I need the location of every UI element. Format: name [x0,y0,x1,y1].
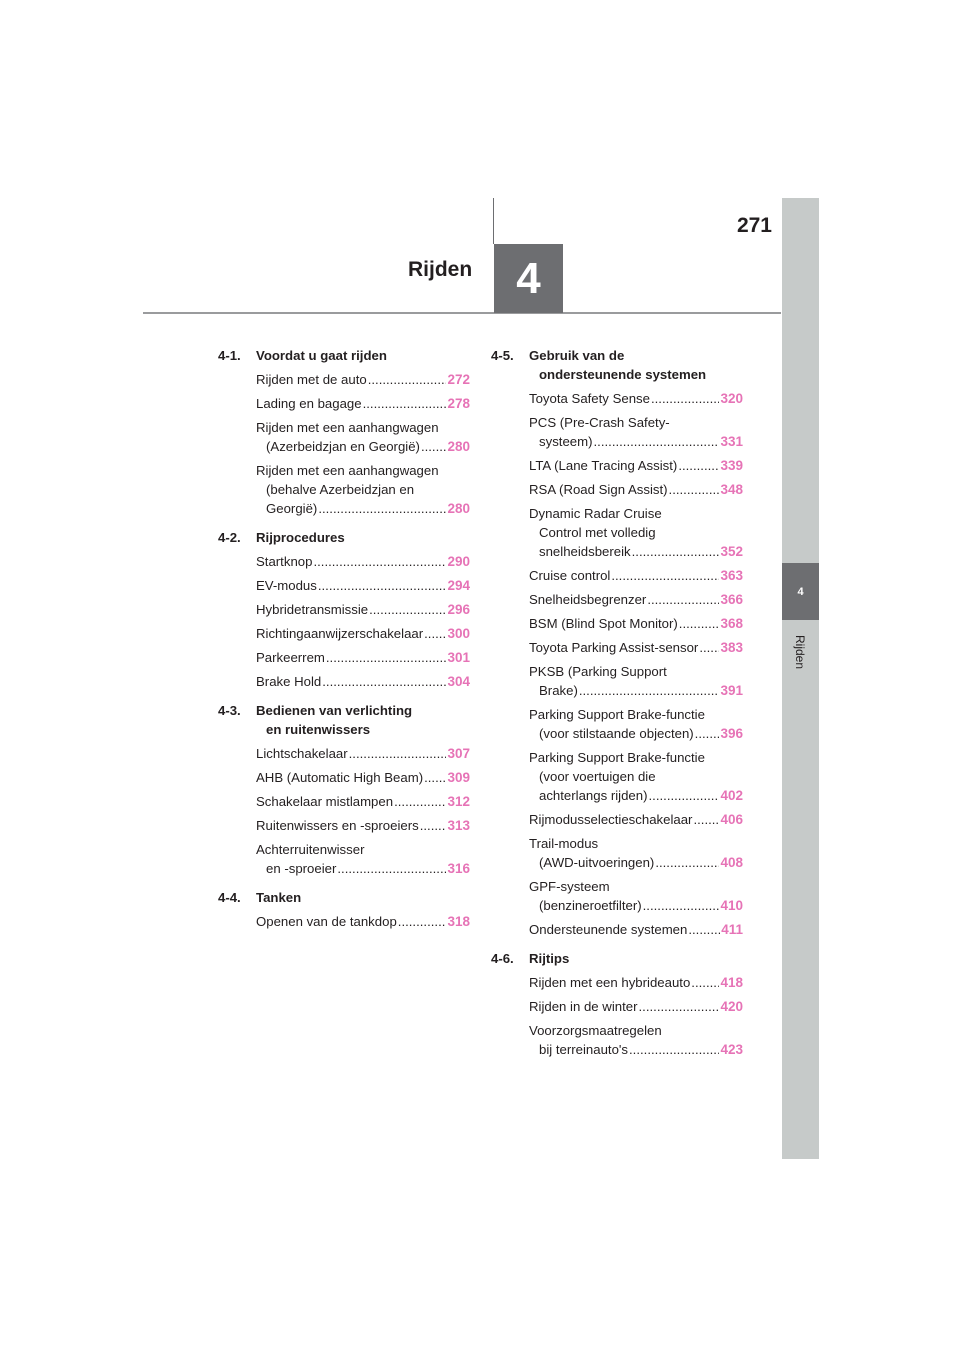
dot-leader [337,859,446,878]
dot-leader [611,566,719,585]
dot-leader [632,542,720,561]
toc-entry[interactable] [491,413,743,451]
toc-entry-line [529,590,743,609]
dot-leader [655,853,719,872]
toc-entry-text: Openen van de tankdop [256,914,397,929]
dot-leader [693,810,719,829]
toc-entry-text: EV-modus [256,578,317,593]
toc-entry-text: BSM (Blind Spot Monitor) [529,616,678,631]
dot-leader [363,394,447,413]
toc-entry-line [529,724,743,743]
toc-entry-line [256,768,470,787]
toc-entry[interactable] [491,748,743,805]
toc-entry-text: LTA (Lane Tracing Assist) [529,458,678,473]
dot-leader [699,638,719,657]
toc-entry[interactable] [491,389,743,408]
toc-entry-text: Rijden met een aanhangwagen [256,420,439,435]
toc-entry[interactable] [491,810,743,829]
dot-leader [639,997,720,1016]
toc-entry-line [256,499,470,518]
toc-entry-line [529,614,743,633]
page-link[interactable]: 363 [720,568,743,583]
toc-entry-line [256,576,470,595]
toc-column-right [491,346,743,1069]
toc-section-title-line: Rijprocedures [256,530,345,545]
page-link[interactable]: 402 [720,788,743,803]
toc-entry-text: Toyota Safety Sense [529,391,650,406]
toc-entry[interactable] [218,912,470,931]
toc-section-number: 4-3. [218,703,241,718]
toc-entry[interactable] [491,997,743,1016]
chapter-number-box: 4 [494,244,563,313]
toc-entry-line [529,896,743,915]
section-gap [218,936,470,941]
toc-section-title-line: Rijtips [529,951,570,966]
toc-entry[interactable] [491,877,743,915]
toc-entry-line [256,672,470,691]
page-link[interactable]: 280 [447,501,470,516]
toc-entry-text: Richtingaanwijzerschakelaar [256,626,424,641]
toc-section-number: 4-5. [491,348,514,363]
toc-section-number: 4-1. [218,348,241,363]
toc-entry[interactable] [491,973,743,992]
toc-entry-text: Georgië) [266,501,318,516]
toc-entry-text: Rijden met een hybrideauto [529,975,691,990]
page-link[interactable]: 316 [447,861,470,876]
dot-leader [651,389,720,408]
toc-entry-text: PKSB (Parking Support [529,664,667,679]
page-link[interactable]: 408 [720,855,743,870]
toc-entry-line [529,973,743,992]
dot-leader [649,786,720,805]
toc-entry-line [256,370,470,389]
dot-leader [424,624,446,643]
toc-entry-text: Control met volledig [539,525,656,540]
page-link[interactable]: 320 [720,391,743,406]
toc-entry[interactable] [218,672,470,691]
toc-entry-text: Brake Hold [256,674,322,689]
toc-entry[interactable] [491,504,743,561]
toc-entry[interactable] [218,370,470,389]
toc-section-title [256,346,470,365]
page-link[interactable]: 294 [447,578,470,593]
dot-leader [349,744,447,763]
page-link[interactable]: 420 [720,999,743,1014]
toc-entry-text: systeem) [539,434,593,449]
toc-section-title-line: Bedienen van verlichting [256,703,413,718]
dot-leader [678,456,719,475]
toc-entry-text: Schakelaar mistlampen [256,794,394,809]
dot-leader [695,724,720,743]
page-number: 271 [736,214,772,237]
toc-entry[interactable] [218,648,470,667]
toc-entry-text: (AWD-uitvoeringen) [539,855,655,870]
dot-leader [691,973,719,992]
toc-entry-text: Ondersteunende systemen [529,922,688,937]
toc-section-title-line: en ruitenwissers [266,722,371,737]
page-link[interactable]: 296 [447,602,470,617]
toc-entry-text: snelheidsbereik [539,544,631,559]
page-link[interactable]: 411 [721,922,743,937]
page-link[interactable]: 423 [720,1042,743,1057]
toc-entry-text: Lichtschakelaar [256,746,348,761]
toc-entry[interactable] [218,576,470,595]
toc-entry-line [529,638,743,657]
toc-entry-line [256,816,470,835]
toc-entry-text: en -sproeier [266,861,337,876]
page-link[interactable]: 280 [447,439,470,454]
toc-section-title [529,949,743,968]
toc-entry-line [529,480,743,499]
dot-leader [688,920,720,939]
toc-entry-line [256,624,470,643]
page-link[interactable]: 312 [447,794,470,809]
toc-entry-text: Rijmodusselectieschakelaar [529,812,693,827]
dot-leader [398,912,447,931]
dot-leader [313,552,446,571]
toc-entry-text: Trail-modus [529,836,599,851]
page-link[interactable]: 348 [720,482,743,497]
toc-entry-line [529,786,743,805]
page-link[interactable]: 307 [447,746,470,761]
toc-section-title [529,346,743,384]
toc-entry-line [256,792,470,811]
toc-entry-line [529,456,743,475]
page-link[interactable]: 366 [720,592,743,607]
page-link[interactable]: 331 [720,434,743,449]
toc-entry-text: Parkeerrem [256,650,325,665]
toc-entry-line [256,648,470,667]
dot-leader [579,681,720,700]
toc-entry[interactable] [218,792,470,811]
toc-entry[interactable] [491,480,743,499]
page-link[interactable]: 272 [447,372,470,387]
toc-section-title [256,888,470,907]
toc-section-title [256,528,470,547]
toc-entry-text: (voor voertuigen die [539,769,656,784]
section-gap [491,1064,743,1069]
toc-entry[interactable] [491,834,743,872]
toc-entry-text: Dynamic Radar Cruise [529,506,662,521]
page-link[interactable]: 304 [447,674,470,689]
toc-section-title-line: Gebruik van de [529,348,625,363]
toc-entry-line [256,552,470,571]
toc-entry-text: achterlangs rijden) [539,788,648,803]
toc-entry-line [256,394,470,413]
toc-entry-text: Toyota Parking Assist-sensor [529,640,699,655]
toc-entry-text: Rijden in de winter [529,999,638,1014]
header-divider [143,312,781,314]
toc-entry[interactable] [491,662,743,700]
toc-section-title-line: Tanken [256,890,302,905]
page-link[interactable]: 278 [447,396,470,411]
toc-entry[interactable] [218,394,470,413]
toc-section-heading [491,949,743,968]
dot-leader [420,816,447,835]
toc-section-title-line: ondersteunende systemen [539,367,707,382]
toc-entry[interactable] [218,600,470,619]
chapter-title: Rijden [408,258,473,281]
toc-section-heading [218,888,470,907]
toc-section-heading [218,701,470,739]
toc-entry-line [256,859,470,878]
toc-entry-line [529,432,743,451]
page-link[interactable]: 410 [720,898,743,913]
toc-entry-text: (behalve Azerbeidzjan en [266,482,415,497]
toc-entry[interactable] [491,614,743,633]
toc-entry[interactable] [491,456,743,475]
page-link[interactable]: 339 [720,458,743,473]
page-link[interactable]: 396 [720,726,743,741]
toc-entry-text: Voorzorgsmaatregelen [529,1023,662,1038]
page-link[interactable]: 313 [447,818,470,833]
toc-entry-text: PCS (Pre-Crash Safety- [529,415,670,430]
toc-entry[interactable] [218,461,470,518]
toc-entry-text: Snelheidsbegrenzer [529,592,647,607]
toc-entry-text: Parking Support Brake-functie [529,750,705,765]
toc-section-title [256,701,470,739]
page-link[interactable]: 406 [720,812,743,827]
page-link[interactable]: 309 [447,770,470,785]
dot-leader [594,432,720,451]
toc-section-heading [218,528,470,547]
toc-entry-text: (voor stilstaande objecten) [539,726,694,741]
toc-entry[interactable] [218,744,470,763]
toc-entry[interactable] [218,624,470,643]
page-link[interactable]: 290 [447,554,470,569]
toc-entry[interactable] [218,768,470,787]
toc-entry-text: (benzineroetfilter) [539,898,642,913]
dot-leader [368,370,447,389]
dot-leader [679,614,720,633]
toc-section-heading [491,346,743,384]
toc-entry-line [529,389,743,408]
dot-leader [643,896,720,915]
toc-entry[interactable] [218,840,470,878]
toc-entry[interactable] [491,590,743,609]
toc-entry-line [256,744,470,763]
toc-entry-line [529,566,743,585]
toc-section-number: 4-4. [218,890,241,905]
toc-entry-line [256,912,470,931]
page-link[interactable]: 318 [447,914,470,929]
toc-entry-text: Rijden met de auto [256,372,367,387]
toc-section-heading [218,346,470,365]
page-link[interactable]: 352 [720,544,743,559]
page-link[interactable]: 368 [720,616,743,631]
toc-entry-line [529,920,743,939]
dot-leader [318,499,446,518]
dot-leader [669,480,720,499]
toc-section-number: 4-2. [218,530,241,545]
side-tab-label [782,622,819,682]
toc-entry-text: (Azerbeidzjan en Georgië) [266,439,420,454]
toc-entry-text: GPF-systeem [529,879,610,894]
toc-entry-text: Cruise control [529,568,611,583]
side-tab-label-text: Rijden [793,634,808,670]
page-link[interactable]: 418 [720,975,743,990]
toc-entry-text: RSA (Road Sign Assist) [529,482,668,497]
toc-section-title-line: Voordat u gaat rijden [256,348,387,363]
dot-leader [369,600,446,619]
dot-leader [318,576,447,595]
page-link[interactable]: 391 [720,683,743,698]
toc-entry-text: Rijden met een aanhangwagen [256,463,439,478]
header-divider-vertical [493,198,494,244]
side-tab-chapter[interactable]: 4 [782,563,819,620]
dot-leader [629,1040,719,1059]
toc-section-number: 4-6. [491,951,514,966]
toc-entry[interactable] [491,638,743,657]
toc-entry-line [529,810,743,829]
toc-entry-text: Lading en bagage [256,396,362,411]
toc-entry[interactable] [491,1021,743,1059]
toc-entry-text: Achterruitenwisser [256,842,365,857]
toc-entry-line [529,681,743,700]
toc-entry-text: Parking Support Brake-functie [529,707,705,722]
toc-entry[interactable] [491,920,743,939]
toc-entry[interactable] [491,705,743,743]
toc-column-left [218,346,470,941]
dot-leader [326,648,447,667]
toc-entry-text: Ruitenwissers en -sproeiers [256,818,419,833]
dot-leader [394,792,446,811]
toc-entry[interactable] [218,552,470,571]
dot-leader [647,590,719,609]
page-link[interactable]: 383 [720,640,743,655]
toc-entry[interactable] [218,418,470,456]
page-link[interactable]: 301 [447,650,470,665]
toc-entry-line [256,437,470,456]
toc-entry-line [529,853,743,872]
dot-leader [421,437,447,456]
toc-entry[interactable] [491,566,743,585]
toc-entry-line [529,1040,743,1059]
toc-entry-text: bij terreinauto's [539,1042,629,1057]
toc-entry-text: AHB (Automatic High Beam) [256,770,424,785]
page-link[interactable]: 300 [447,626,470,641]
toc-entry-text: Brake) [539,683,578,698]
toc-entry[interactable] [218,816,470,835]
toc-entry-line [256,600,470,619]
toc-entry-text: Hybridetransmissie [256,602,369,617]
toc-entry-line [529,997,743,1016]
dot-leader [322,672,446,691]
dot-leader [424,768,446,787]
toc-entry-text: Startknop [256,554,313,569]
toc-entry-line [529,542,743,561]
